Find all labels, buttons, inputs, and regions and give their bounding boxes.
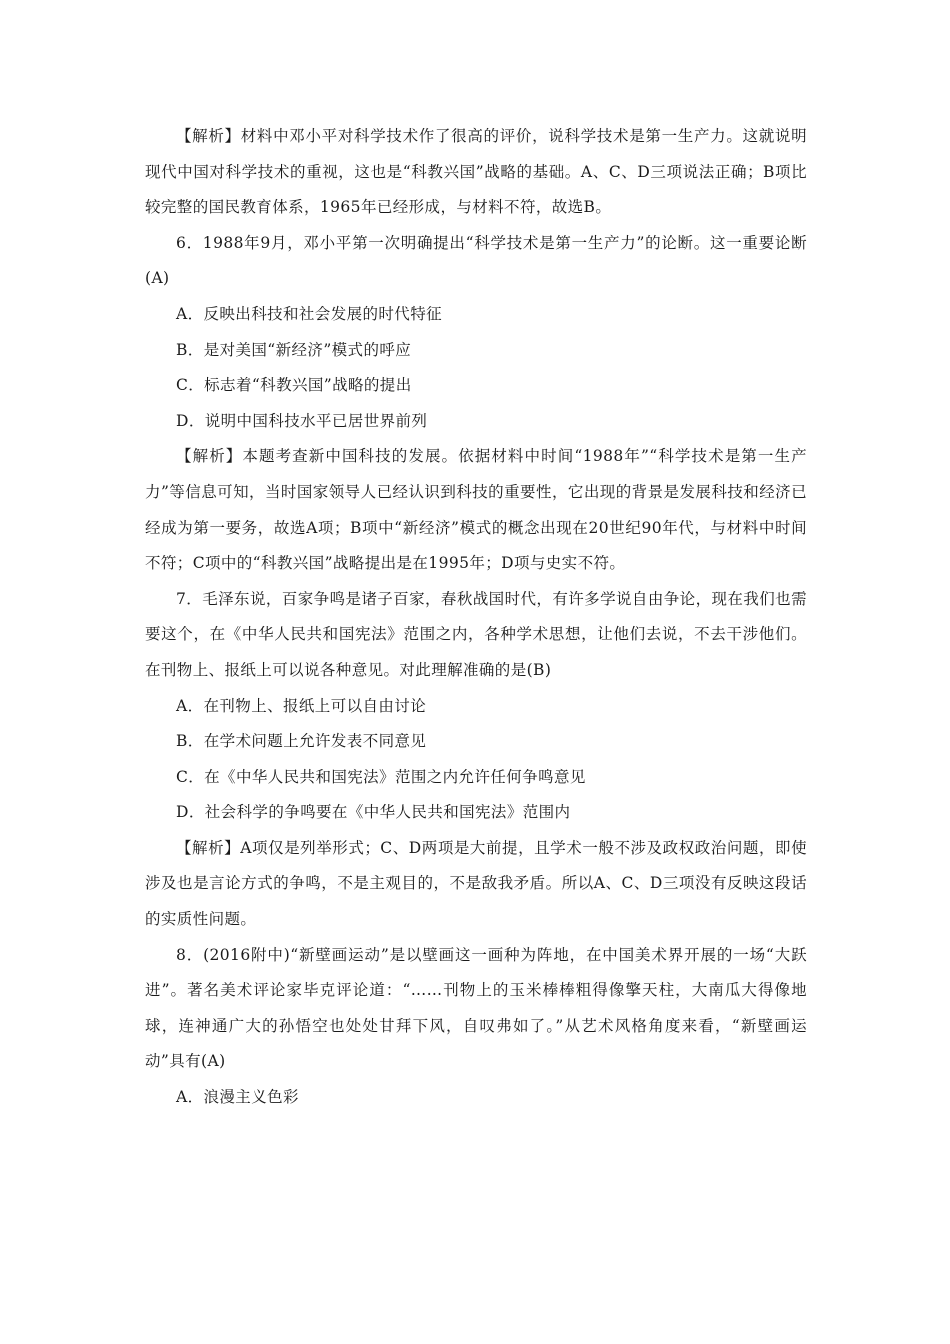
question-7-option-b: B．在学术问题上允许发表不同意见 [176, 732, 427, 751]
question-7-stem: 7．毛泽东说，百家争鸣是诸子百家，春秋战国时代，有许多学说自由争论，现在我们也需要这个，在《中华人民共和国宪法》范围之内，各种学术思想，让他们去说，不去干涉他们。在刊物上、报纸上可以说各种意见。对此理解准确的是(B) [145, 589, 807, 679]
question-6-option-a: A．反映出科技和社会发展的时代特征 [176, 304, 442, 323]
analysis-q5: 【解析】材料中邓小平对科学技术作了很高的评价，说科学技术是第一生产力。这就说明现代中国对科学技术的重视，这也是“科教兴国”战略的基础。A、C、D三项说法正确；B项比较完整的国民教育体系，1965年已经形成，与材料不符，故选B。 [145, 127, 807, 217]
document-page [145, 119, 807, 1116]
question-7-option-a: A．在刊物上、报纸上可以自由讨论 [176, 696, 427, 715]
question-6-option-b: B．是对美国“新经济”模式的呼应 [176, 340, 412, 359]
analysis-q7: 【解析】A项仅是列举形式；C、D两项是大前提，且学术一般不涉及政权政治问题，即使涉及也是言论方式的争鸣，不是主观目的，不是敌我矛盾。所以A、C、D三项没有反映这段话的实质性问题。 [145, 838, 807, 929]
question-7-option-c: C．在《中华人民共和国宪法》范围之内允许任何争鸣意见 [176, 767, 586, 786]
question-8-stem: 8．(2016附中)“新壁画运动”是以壁画这一画种为阵地，在中国美术界开展的一场“大跃进”。著名美术评论家毕克评论道：“……刊物上的玉米棒棒粗得像擎天柱，大南瓜大得像地球，连神通广大的孙悟空也处处甘拜下风，自叹弗如了。”从艺术风格角度来看，“新壁画运动”具有(A) [145, 945, 807, 1071]
analysis-q6: 【解析】本题考查新中国科技的发展。依据材料中时间“1988年”“科学技术是第一生产力”等信息可知，当时国家领导人已经认识到科技的重要性，它出现的背景是发展科技和经济已经成为第一要务，故选A项；B项中“新经济”模式的概念出现在20世纪90年代，与材料中时间不符；C项中的“科教兴国”战略提出是在1995年；D项与史实不符。 [145, 447, 807, 573]
question-6-stem: 6．1988年9月，邓小平第一次明确提出“科学技术是第一生产力”的论断。这一重要论断(A) [145, 233, 807, 288]
question-8-option-a: A．浪漫主义色彩 [176, 1088, 299, 1107]
question-7-option-d: D．社会科学的争鸣要在《中华人民共和国宪法》范围内 [176, 803, 571, 822]
question-6-option-c: C．标志着“科教兴国”战略的提出 [176, 376, 412, 395]
question-6-option-d: D．说明中国科技水平已居世界前列 [176, 411, 428, 430]
